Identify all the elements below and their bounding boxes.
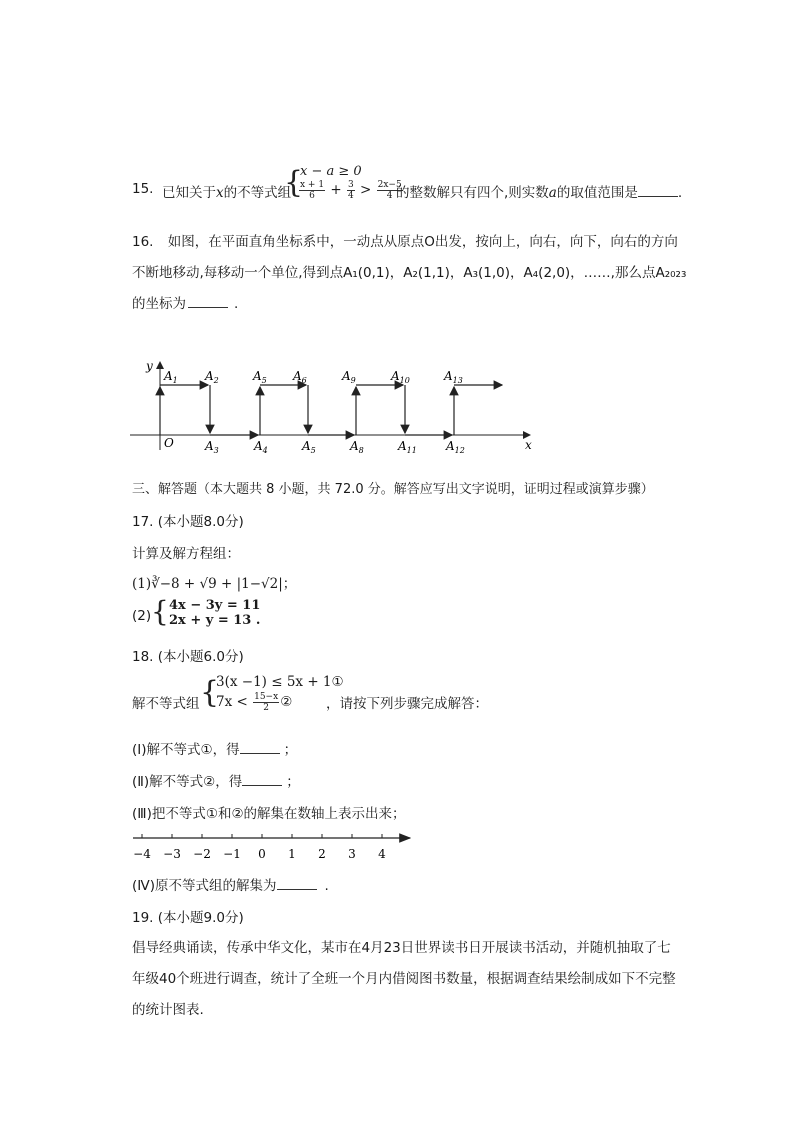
number-line-label: 0 [258, 847, 266, 861]
q18-system [132, 672, 532, 716]
point-label: $A_3$ [205, 439, 219, 455]
q15 [132, 164, 692, 214]
q16-line2: 不断地移动,每移动一个单位,得到点A₁(0,1)，A₂(1,1)，A₃(1,0)，A₄(2,0)，……,那么点A₂₀₂₃ [132, 265, 687, 281]
q15-text-post: 的整数解只有四个,则实数a的取值范围是 . [396, 185, 683, 201]
q18-line2: 7x < $\frac{15-x}{2}$ ② [216, 692, 293, 713]
point-label: $A_{11}$ [398, 439, 417, 455]
q18-post: ，请按下列步骤完成解答： [326, 696, 488, 712]
q17-header: 17. (本小题8.0分) [132, 514, 244, 530]
q15-brace: { [284, 165, 304, 200]
q15-number: 15. [132, 181, 154, 197]
point-label: $A_5$ [302, 439, 316, 455]
q17-part2 [132, 597, 332, 631]
q18-step2: (Ⅱ)解不等式②，得 ； [132, 774, 300, 790]
point-label: $A_2$ [205, 369, 219, 385]
y-axis-label: y [146, 359, 153, 373]
q17-part2-label: (2) [132, 608, 152, 624]
q15-system-line1: x − a ≥ 0 [300, 164, 362, 179]
q17-eq1: 4x − 3y = 11 [169, 598, 261, 613]
x-axis-label: x [525, 438, 532, 452]
number-line-label: 4 [378, 847, 386, 861]
point-label: $A_5$ [253, 369, 267, 385]
q19-line2: 年级40个班进行调查，统计了全班一个月内借阅图书数量，根据调查结果绘制成如下不完整 [132, 971, 676, 987]
number-line-label: −1 [223, 847, 241, 861]
number-line-label: 1 [288, 847, 296, 861]
number-line-label: 3 [348, 847, 356, 861]
point-label: $A_6$ [293, 369, 307, 385]
q17-eq2: 2x + y = 13 . [169, 613, 261, 628]
point-label: $A_8$ [350, 439, 364, 455]
q16-line1: 16. 如图，在平面直角坐标系中，一动点从原点O出发，按向上，向右，向下，向右的方向 [132, 234, 678, 250]
point-label: $A_{13}$ [444, 369, 463, 385]
move-path [160, 385, 502, 435]
point-label: $A_{10}$ [391, 369, 410, 385]
top-point-labels [163, 369, 463, 385]
bottom-point-labels [204, 439, 465, 455]
q15-system-line2: $\frac{x + 1}{6}$ + $\frac{3}{4}$ > $\frac{2x-5}{4}$ [300, 180, 402, 201]
section-heading: 三、解答题（本大题共 8 小题，共 72.0 分。解答应写出文字说明，证明过程或演算步骤） [132, 482, 654, 497]
q15-answer-blank[interactable] [638, 184, 678, 197]
q18-number-line [125, 828, 425, 864]
q18-step1-blank[interactable] [240, 741, 280, 754]
point-label: $A_1$ [164, 369, 178, 385]
q16-number: 16. [132, 234, 154, 250]
q18-header: 18. (本小题6.0分) [132, 649, 244, 665]
q19-header: 19. (本小题9.0分) [132, 910, 244, 926]
q16-line3: 的坐标为 . [132, 296, 239, 312]
q18-step4: (Ⅳ)原不等式组的解集为 . [132, 878, 329, 894]
point-label: $A_4$ [254, 439, 268, 455]
q17-part1: (1)∛−8 + √9 + |1−√2|； [132, 576, 297, 592]
q18-pre: 解不等式组 [132, 696, 200, 712]
q19-line1: 倡导经典诵读，传承中华文化，某市在4月23日世界读书日开展读书活动，并随机抽取了七 [132, 940, 671, 956]
q16-answer-blank[interactable] [188, 295, 228, 308]
q18-step3: (Ⅲ)把不等式①和②的解集在数轴上表示出来； [132, 806, 406, 822]
q17-intro: 计算及解方程组： [132, 546, 240, 562]
q19-line3: 的统计图表. [132, 1002, 204, 1018]
origin-label: O [164, 436, 174, 450]
point-label: $A_{12}$ [446, 439, 465, 455]
q16-figure [120, 350, 540, 460]
q18-step2-blank[interactable] [242, 773, 282, 786]
q18-step1: (Ⅰ)解不等式①，得 ； [132, 742, 298, 758]
number-line-label: −3 [163, 847, 181, 861]
point-label: $A_9$ [342, 369, 356, 385]
q18-line1: 3(x −1) ≤ 5x + 1① [216, 674, 344, 690]
number-line-label: 2 [318, 847, 326, 861]
q15-text-pre: 已知关于x的不等式组 [162, 185, 292, 201]
q17-brace: { [151, 595, 169, 628]
number-line-label: −2 [193, 847, 211, 861]
number-line-label: −4 [133, 847, 151, 861]
q18-step4-blank[interactable] [277, 877, 317, 890]
q18-brace: { [200, 675, 220, 710]
